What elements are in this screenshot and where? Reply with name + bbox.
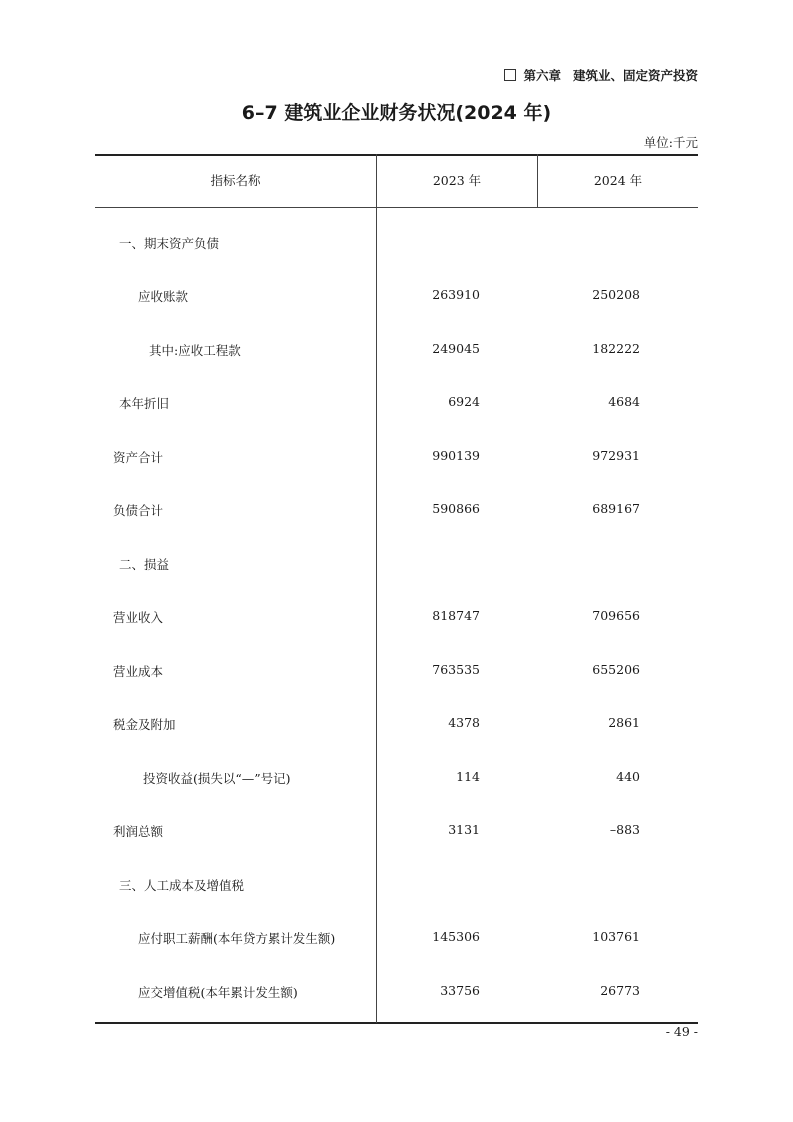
table-row — [95, 394, 698, 414]
row-name: 应收账款 — [138, 289, 189, 304]
row-value-2023: 818747 — [432, 608, 480, 623]
row-name: 一、期末资产负债 — [119, 236, 220, 251]
row-name: 税金及附加 — [113, 717, 176, 732]
row-value-2023: 33756 — [440, 983, 480, 998]
row-name: 投资收益(损失以“—”号记) — [143, 771, 291, 786]
row-name: 其中:应收工程款 — [149, 343, 241, 358]
row-value-2023: 763535 — [432, 662, 480, 677]
square-icon — [504, 69, 516, 81]
row-value-2024: 709656 — [592, 608, 640, 623]
unit-label: 单位:千元 — [643, 135, 698, 150]
row-value-2024: 440 — [616, 769, 640, 784]
column-header-2023: 2023 年 — [432, 173, 482, 188]
table-header-rule — [95, 207, 698, 208]
row-value-2023: 3131 — [448, 822, 480, 837]
page-number: - 49 - — [665, 1024, 698, 1039]
row-name: 二、损益 — [119, 557, 170, 572]
row-name: 营业成本 — [113, 664, 164, 679]
row-value-2023: 590866 — [432, 501, 480, 516]
row-value-2023: 263910 — [432, 287, 480, 302]
row-value-2024: 182222 — [592, 341, 640, 356]
row-value-2023: 249045 — [432, 341, 480, 356]
row-value-2024: 972931 — [592, 448, 640, 463]
table-row — [95, 501, 698, 521]
table-bottom-rule — [95, 1022, 698, 1024]
row-value-2023: 114 — [456, 769, 480, 784]
table-row — [95, 876, 698, 896]
table-row — [95, 341, 698, 361]
row-value-2023: 4378 — [448, 715, 480, 730]
row-value-2023: 6924 — [448, 394, 480, 409]
row-name: 三、人工成本及增值税 — [119, 878, 245, 893]
table-row — [95, 555, 698, 575]
column-header-indicator: 指标名称 — [210, 173, 261, 188]
row-name: 资产合计 — [113, 450, 164, 465]
finance-table — [95, 154, 698, 1024]
chapter-label: 第六章 — [523, 68, 561, 83]
table-row — [95, 234, 698, 254]
table-row — [95, 608, 698, 628]
running-header — [504, 66, 698, 84]
row-name: 营业收入 — [113, 610, 164, 625]
row-name: 负债合计 — [113, 503, 164, 518]
row-value-2024: 103761 — [592, 929, 640, 944]
table-row — [95, 929, 698, 949]
row-value-2024: 655206 — [592, 662, 640, 677]
row-name: 应交增值税(本年累计发生额) — [138, 985, 298, 1000]
row-value-2024: –883 — [609, 822, 640, 837]
row-value-2024: 4684 — [608, 394, 640, 409]
table-row — [95, 769, 698, 789]
table-row — [95, 662, 698, 682]
row-value-2023: 990139 — [432, 448, 480, 463]
row-name: 利润总额 — [113, 824, 164, 839]
row-value-2024: 26773 — [600, 983, 640, 998]
row-value-2024: 2861 — [608, 715, 640, 730]
row-value-2024: 689167 — [592, 501, 640, 516]
row-name: 本年折旧 — [119, 396, 170, 411]
row-name: 应付职工薪酬(本年贷方累计发生额) — [138, 931, 336, 946]
table-row — [95, 448, 698, 468]
row-value-2023: 145306 — [432, 929, 480, 944]
table-row — [95, 715, 698, 735]
page-title: 6–7 建筑业企业财务状况(2024 年) — [241, 102, 552, 124]
column-header-2024: 2024 年 — [593, 173, 643, 188]
section-label: 建筑业、固定资产投资 — [572, 68, 698, 83]
table-row — [95, 822, 698, 842]
table-row — [95, 983, 698, 1003]
table-row — [95, 287, 698, 307]
row-value-2024: 250208 — [592, 287, 640, 302]
